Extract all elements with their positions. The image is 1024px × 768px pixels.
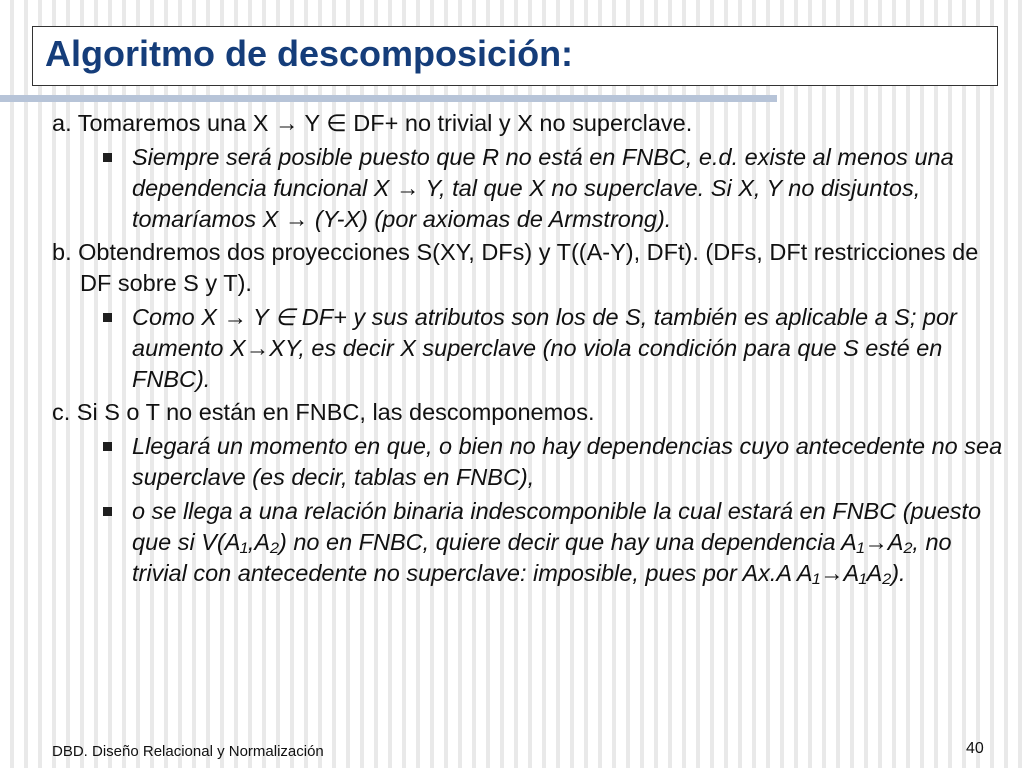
title-underline bbox=[0, 95, 777, 102]
slide-content bbox=[52, 106, 1012, 589]
slide-title: Algoritmo de descomposición: bbox=[45, 33, 574, 74]
square-bullet-icon bbox=[103, 153, 112, 162]
bullet-text: Siempre será posible puesto que R no está en FNBC, e.d. existe al menos una dependencia funcional X → Y, tal que X no superclave. Si X, Y no disjuntos, tomaríamos X → (Y-X) (por axiomas de Armstrong). bbox=[132, 144, 954, 232]
page-number: 40 bbox=[966, 740, 984, 757]
title-box bbox=[32, 26, 998, 86]
step-a: a. Tomaremos una X → Y ∈ DF+ no trivial y X no superclave. bbox=[52, 110, 693, 136]
bullet-item bbox=[132, 431, 1012, 493]
square-bullet-icon bbox=[103, 313, 112, 322]
square-bullet-icon bbox=[103, 442, 112, 451]
bullet-item bbox=[132, 496, 1012, 589]
footer-text: DBD. Diseño Relacional y Normalización bbox=[52, 743, 324, 760]
step-c: c. Si S o T no están en FNBC, las descomponemos. bbox=[52, 399, 595, 425]
bullet-item bbox=[132, 302, 1012, 395]
bullet-item bbox=[132, 142, 1012, 235]
step-b: b. Obtendremos dos proyecciones S(XY, DFs) y T((A-Y), DFt). (DFs, DFt restricciones de DF sobre S y T). bbox=[52, 239, 979, 296]
bullet-text: Como X → Y ∈ DF+ y sus atributos son los de S, también es aplicable a S; por aumento X→XY, es decir X superclave (no viola condición para que S esté en FNBC). bbox=[132, 304, 957, 392]
bullet-text: o se llega a una relación binaria indescomponible la cual estará en FNBC (puesto que si V(A₁,A₂) no en FNBC, quiere decir que hay una dependencia A₁→A₂, no trivial con antecedente no superclave: imposible, pues por Ax.A A₁→A₁A₂). bbox=[132, 498, 982, 586]
square-bullet-icon bbox=[103, 507, 112, 516]
bullet-text: Llegará un momento en que, o bien no hay dependencias cuyo antecedente no sea superclave (es decir, tablas en FNBC), bbox=[132, 433, 1003, 490]
